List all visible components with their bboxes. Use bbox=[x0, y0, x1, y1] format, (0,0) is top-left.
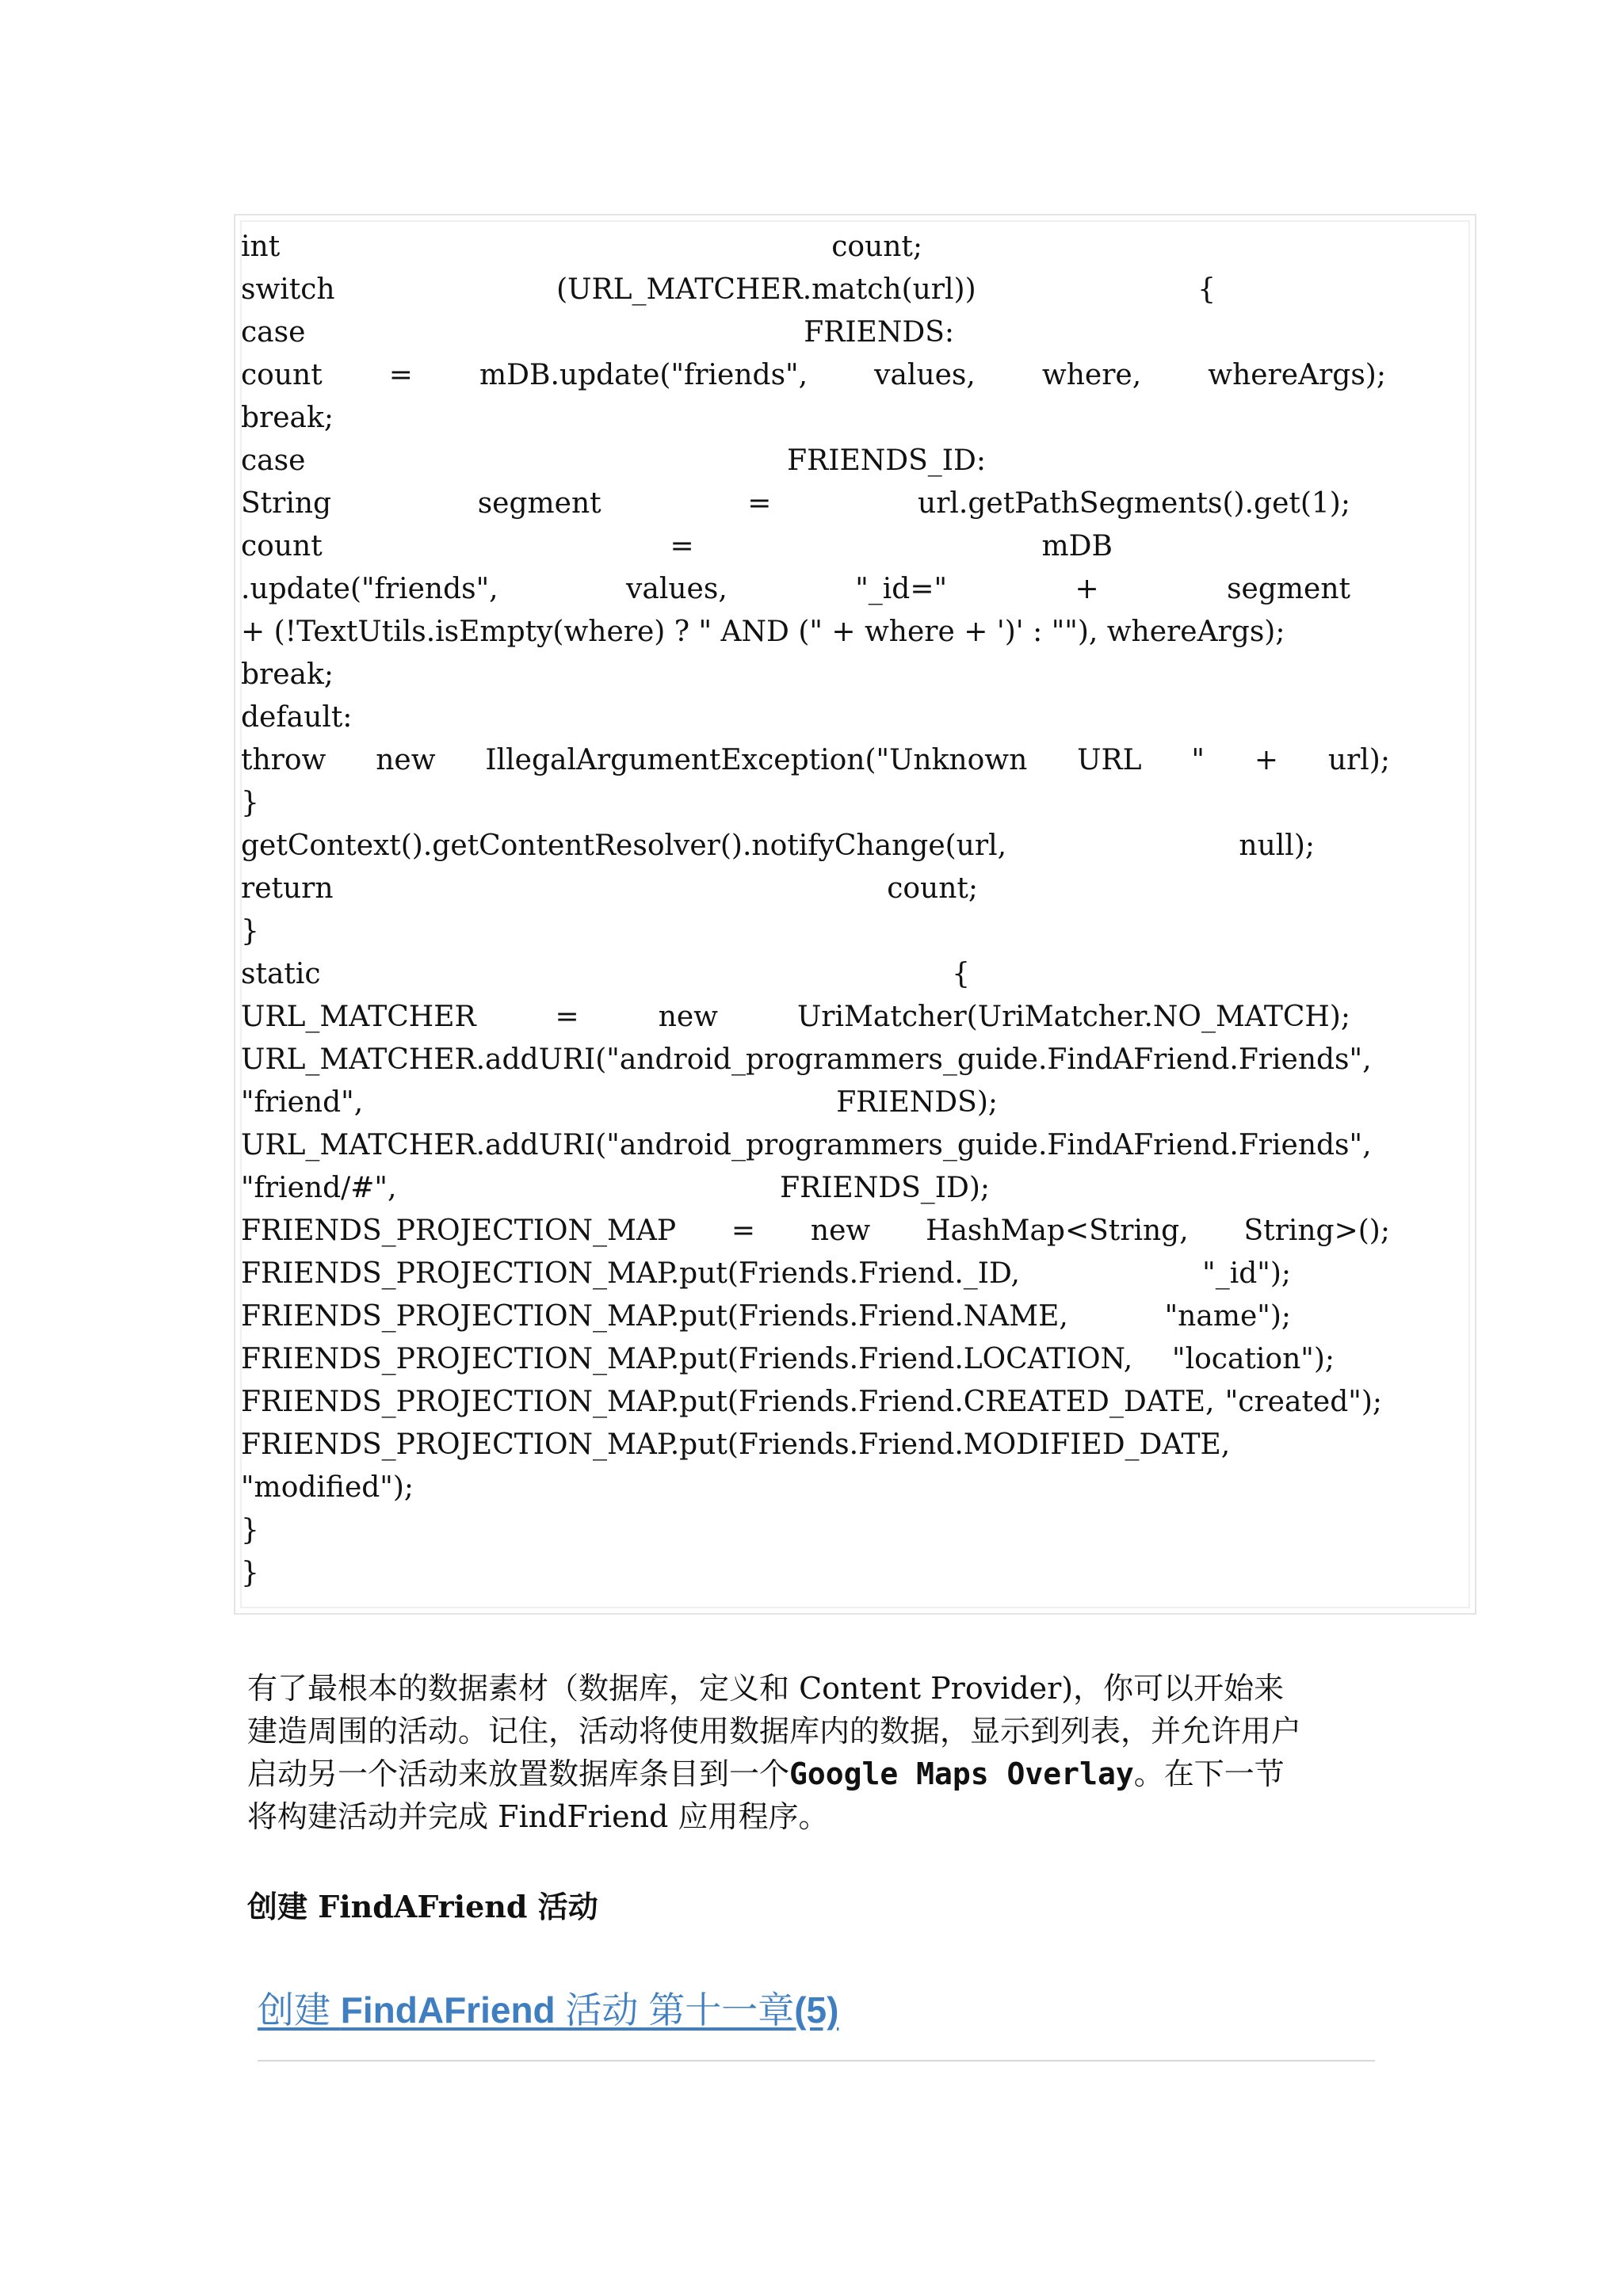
code-line bbox=[241, 825, 1315, 868]
code-line bbox=[241, 354, 1386, 397]
paragraph-line bbox=[247, 1753, 1396, 1795]
code-token: case bbox=[241, 444, 306, 477]
code-line bbox=[241, 311, 954, 354]
code-line bbox=[241, 910, 1461, 953]
code-token: switch bbox=[241, 273, 335, 306]
code-token: "_id=" bbox=[855, 573, 948, 605]
code-token: url.getPathSegments().get(1); bbox=[918, 487, 1350, 520]
code-line bbox=[241, 1509, 1461, 1552]
code-line bbox=[241, 440, 986, 482]
code-token: } bbox=[241, 1557, 259, 1589]
code-line bbox=[241, 397, 1461, 440]
code-token: "name"); bbox=[1164, 1300, 1291, 1333]
code-token: FRIENDS_ID: bbox=[787, 444, 986, 477]
code-line bbox=[241, 739, 1390, 782]
code-line bbox=[241, 1338, 1335, 1381]
code-token: break; bbox=[241, 402, 334, 434]
title-prefix: 创建 bbox=[258, 1989, 341, 2031]
code-line bbox=[241, 226, 922, 269]
code-token: whereArgs); bbox=[1208, 359, 1386, 391]
code-token: "modified"); bbox=[241, 1471, 414, 1504]
code-token: where, bbox=[1041, 359, 1142, 391]
code-line bbox=[241, 696, 1461, 739]
code-token: URL_MATCHER bbox=[241, 1001, 476, 1033]
code-token: case bbox=[241, 316, 306, 349]
code-token: } bbox=[241, 787, 259, 819]
code-token: int bbox=[241, 231, 281, 263]
code-token: mDB.update("friends", bbox=[479, 359, 808, 391]
code-token: default: bbox=[241, 701, 353, 734]
code-token: FRIENDS_PROJECTION_MAP bbox=[241, 1215, 677, 1247]
code-token: count bbox=[241, 530, 323, 563]
code-line bbox=[241, 1210, 1390, 1253]
code-token: FRIENDS_PROJECTION_MAP.put(Friends.Friend._ID, bbox=[241, 1257, 1021, 1290]
code-line bbox=[241, 269, 1216, 311]
article-title-link[interactable] bbox=[258, 1985, 838, 2035]
code-token: FRIENDS_PROJECTION_MAP.put(Friends.Friend.CREATED_DATE, bbox=[241, 1386, 1215, 1418]
code-line bbox=[241, 782, 1461, 825]
body-paragraph bbox=[247, 1667, 1396, 1838]
code-token: return bbox=[241, 872, 334, 905]
code-token: "created"); bbox=[1224, 1386, 1382, 1418]
code-token: new bbox=[376, 744, 436, 776]
code-token: = bbox=[747, 487, 772, 520]
code-line bbox=[241, 1552, 1461, 1595]
code-line bbox=[241, 525, 1113, 568]
code-token: FRIENDS_ID); bbox=[780, 1172, 990, 1204]
code-line bbox=[241, 1039, 1461, 1081]
paragraph-text: 启动另一个活动来放置数据库条目到一个 bbox=[247, 1756, 790, 1791]
code-token: UriMatcher(UriMatcher.NO_MATCH); bbox=[796, 1001, 1350, 1033]
code-token: new bbox=[658, 1001, 718, 1033]
code-token: count; bbox=[887, 872, 978, 905]
code-token: "friend", bbox=[241, 1086, 364, 1119]
code-token: .update("friends", bbox=[241, 573, 498, 605]
code-line bbox=[241, 568, 1350, 611]
code-token: static bbox=[241, 958, 321, 990]
code-line bbox=[241, 1124, 1461, 1167]
code-line bbox=[241, 1081, 998, 1124]
paragraph-line: 将构建活动并完成 FindFriend 应用程序。 bbox=[247, 1799, 829, 1834]
code-line bbox=[241, 482, 1350, 525]
title-divider bbox=[258, 2060, 1375, 2061]
code-token: values, bbox=[626, 573, 727, 605]
code-token: + bbox=[1075, 573, 1099, 605]
code-token: HashMap<String, bbox=[926, 1215, 1189, 1247]
code-token: new bbox=[810, 1215, 871, 1247]
code-token: } bbox=[241, 915, 259, 948]
code-line bbox=[241, 611, 1461, 654]
code-line bbox=[241, 868, 978, 910]
code-token: getContext().getContentResolver().notifyChange(url, bbox=[241, 830, 1007, 862]
code-token: IllegalArgumentException("Unknown bbox=[485, 744, 1028, 776]
code-token: { bbox=[1197, 273, 1216, 306]
code-token: "location"); bbox=[1172, 1343, 1335, 1375]
code-token: URL_MATCHER.addURI("android_programmers_guide.FindAFriend.Friends", bbox=[241, 1043, 1372, 1076]
code-line bbox=[241, 1424, 1461, 1466]
code-line bbox=[241, 953, 970, 996]
code-token: { bbox=[952, 958, 970, 990]
code-token: String bbox=[241, 487, 332, 520]
code-block bbox=[241, 226, 1461, 1595]
code-token: null); bbox=[1239, 830, 1315, 862]
code-token: FRIENDS); bbox=[836, 1086, 998, 1119]
paragraph-text: 。在下一节 bbox=[1133, 1756, 1285, 1791]
code-line bbox=[241, 1295, 1291, 1338]
title-middle: 活动 第十一章 bbox=[555, 1989, 795, 2031]
code-token: = bbox=[731, 1215, 756, 1247]
code-token: = bbox=[388, 359, 413, 391]
code-token: } bbox=[241, 1514, 259, 1547]
code-token: url); bbox=[1327, 744, 1390, 776]
code-token: FRIENDS_PROJECTION_MAP.put(Friends.Friend.MODIFIED_DATE, bbox=[241, 1428, 1231, 1461]
code-token: + bbox=[1254, 744, 1278, 776]
code-token: FRIENDS_PROJECTION_MAP.put(Friends.Friend.NAME, bbox=[241, 1300, 1068, 1333]
code-line bbox=[241, 654, 1461, 696]
code-token: FRIENDS: bbox=[804, 316, 954, 349]
code-token: = bbox=[670, 530, 694, 563]
code-token: URL bbox=[1077, 744, 1142, 776]
title-suffix: (5) bbox=[794, 1989, 839, 2031]
section-heading: 创建 FindAFriend 活动 bbox=[247, 1889, 598, 1924]
code-token: throw bbox=[241, 744, 327, 776]
code-line bbox=[241, 996, 1350, 1039]
inline-code-term: Google Maps Overlay bbox=[789, 1756, 1134, 1791]
code-line bbox=[241, 1381, 1382, 1424]
code-token: = bbox=[555, 1001, 579, 1033]
code-token: segment bbox=[477, 487, 601, 520]
code-token: break; bbox=[241, 658, 334, 691]
paragraph-line: 建造周围的活动。记住，活动将使用数据库内的数据，显示到列表，并允许用户 bbox=[247, 1714, 1302, 1749]
code-token: " bbox=[1191, 744, 1205, 776]
code-line bbox=[241, 1253, 1291, 1295]
code-token: FRIENDS_PROJECTION_MAP.put(Friends.Friend.LOCATION, bbox=[241, 1343, 1133, 1375]
code-token: values, bbox=[874, 359, 976, 391]
code-token: "_id"); bbox=[1202, 1257, 1291, 1290]
code-token: mDB bbox=[1041, 530, 1113, 563]
paragraph-line: 有了最根本的数据素材（数据库，定义和 Content Provider)，你可以开始来 bbox=[247, 1671, 1285, 1706]
code-line bbox=[241, 1167, 990, 1210]
code-token: count bbox=[241, 359, 323, 391]
code-line bbox=[241, 1466, 1461, 1509]
code-token: "friend/#", bbox=[241, 1172, 397, 1204]
code-token: count; bbox=[831, 231, 922, 263]
code-token: (URL_MATCHER.match(url)) bbox=[556, 273, 976, 306]
code-token: segment bbox=[1227, 573, 1350, 605]
title-bold-term: FindAFriend bbox=[340, 1989, 556, 2031]
code-token: URL_MATCHER.addURI("android_programmers_guide.FindAFriend.Friends", bbox=[241, 1129, 1372, 1161]
code-token: String>(); bbox=[1243, 1215, 1390, 1247]
code-token: + (!TextUtils.isEmpty(where) ? " AND (" + where + ')' : ""), whereArgs); bbox=[241, 616, 1285, 648]
